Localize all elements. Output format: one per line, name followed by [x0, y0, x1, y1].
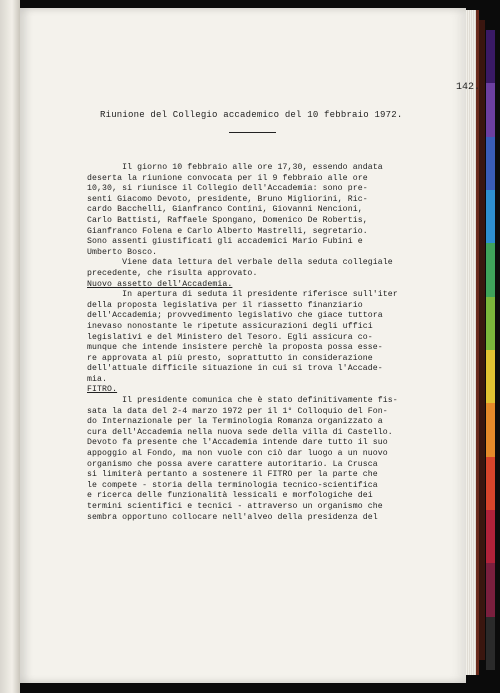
color-patch — [486, 190, 495, 243]
text-line: e ricerca delle funzionalità lessicali e morfologiche dei — [87, 491, 373, 501]
text-line: In apertura di seduta il presidente riferisce sull'iter — [87, 290, 398, 300]
minutes-body — [87, 163, 417, 523]
text-line: Il giorno 10 febbraio alle ore 17,30, essendo andata — [87, 163, 383, 172]
text-line: Devoto fa presente che l'Accademia intende dare tutto il suo — [87, 438, 388, 448]
color-patch — [486, 457, 495, 510]
page-block-edge — [466, 10, 479, 675]
color-patch — [486, 83, 495, 136]
text-line: dell'attuale difficile situazione in cui si trova l'Accade- — [87, 364, 383, 374]
text-line: termini scientifici e tecnici - attraverso un organismo che — [87, 502, 383, 511]
color-patch — [486, 617, 495, 670]
text-line: sembra opportuno collocare nell'alveo della presidenza del — [87, 512, 378, 522]
section-heading: FITRO. — [87, 385, 118, 395]
color-patch — [486, 350, 495, 403]
text-line: legislativi e del Ministero del Tesoro. Egli assicura co- — [87, 332, 373, 342]
text-line: organismo che possa avere carattere autoritario. La Crusca — [87, 459, 378, 469]
text-line: munque che intende insistere perchè la proposta possa esse- — [87, 343, 383, 353]
text-line: cardo Bacchelli, Gianfranco Contini, Giovanni Nencioni, — [87, 205, 363, 215]
text-line: cura dell'Accademia nella nuova sede della villa di Castello. — [87, 427, 393, 437]
color-patch — [486, 403, 495, 456]
text-line: sata la data del 2-4 marzo 1972 per il 1° Colloquio del Fon- — [87, 406, 388, 416]
text-line: dell'Accademia; provvedimento legislativo che giace tuttora — [87, 311, 383, 321]
text-line: Carlo Battisti, Raffaele Spongano, Domenico De Robertis, — [87, 215, 368, 225]
text-line: le compete - storia della terminologia tecnico-scientifica — [87, 480, 378, 490]
text-line: precedente, che risulta approvato. — [87, 268, 258, 278]
page-number: 142. — [455, 82, 480, 93]
text-line: si limiterà pertanto a sostenere il FITRO per la parte che — [87, 470, 378, 480]
color-patch — [486, 137, 495, 190]
text-line: della proposta legislativa per il riassetto finanziario — [87, 300, 363, 310]
text-line: inevaso nonostante le ripetute assicurazioni degli uffici — [87, 321, 373, 331]
color-patch — [486, 510, 495, 563]
text-line: senti Giacomo Devoto, presidente, Bruno Migliorini, Ric- — [87, 194, 368, 204]
text-line: Gianfranco Folena e Carlo Alberto Mastrelli, segretario. — [87, 226, 368, 236]
color-patch — [486, 30, 495, 83]
text-line: Umberto Bosco. — [87, 247, 158, 257]
text-line: appoggio al Fondo, ma non vuole con ciò dar luogo a un nuovo — [87, 449, 388, 459]
facing-page-edge — [0, 0, 20, 693]
text-line: deserta la riunione convocata per il 9 febbraio alle ore — [87, 173, 368, 183]
section-heading: Nuovo assetto dell'Accademia. — [87, 279, 233, 289]
page-title: Riunione del Collegio accademico del 10 febbraio 1972. — [100, 110, 403, 120]
text-line: mia. — [87, 374, 108, 384]
book-binding — [479, 20, 485, 660]
color-patch — [486, 243, 495, 296]
text-line: 10,30, si riunisce il Collegio dell'Accademia: sono pre- — [87, 184, 368, 194]
text-line: re approvata al più presto, soprattutto in considerazione — [87, 353, 373, 363]
color-patch — [486, 563, 495, 616]
text-line: do Internazionale per la Terminologia Romanza organizzato a — [87, 417, 383, 427]
text-line: Viene data lettura del verbale della seduta collegiale — [87, 258, 393, 268]
text-line: Sono assenti giustificati gli accademici Mario Fubini e — [87, 237, 363, 247]
text-line: Il presidente comunica che è stato definitivamente fis- — [87, 396, 398, 406]
color-calibration-strip — [486, 30, 495, 670]
color-patch — [486, 297, 495, 350]
heading-divider — [229, 132, 276, 133]
